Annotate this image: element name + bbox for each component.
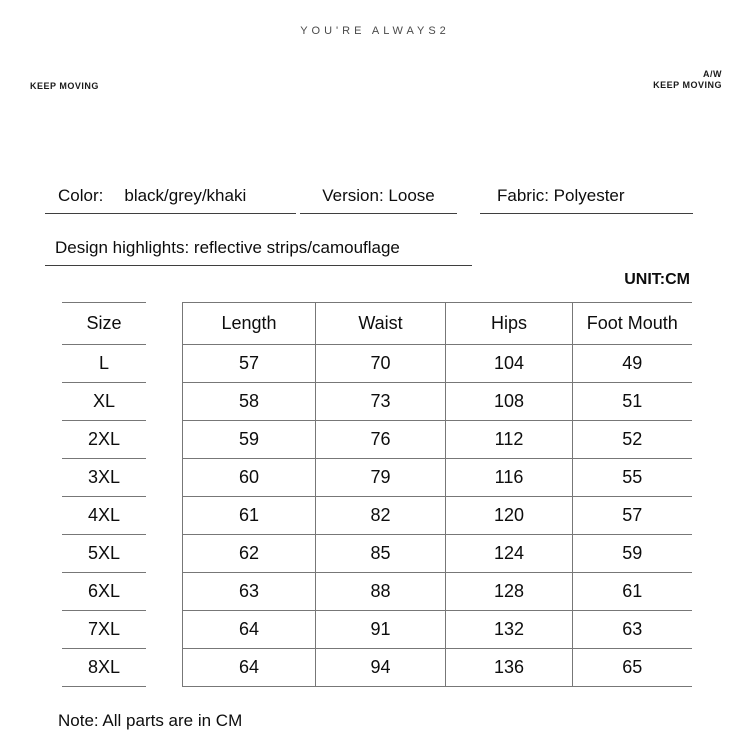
color-value: black/grey/khaki — [124, 186, 247, 205]
measurement-row — [183, 611, 692, 649]
measurement-cell: 108 — [446, 383, 573, 421]
measurement-cell: 63 — [183, 573, 316, 611]
measurement-cell: 52 — [573, 421, 692, 459]
size-row — [62, 383, 146, 421]
measurements-table — [182, 302, 692, 687]
size-row — [62, 459, 146, 497]
measurement-cell: 104 — [446, 345, 573, 383]
size-row — [62, 421, 146, 459]
measurement-cell: 64 — [183, 611, 316, 649]
column-header: Length — [183, 303, 316, 345]
measurement-row — [183, 649, 692, 687]
brand-right-text — [653, 69, 722, 91]
version-info — [300, 177, 457, 214]
size-cell: 3XL — [62, 459, 146, 497]
measurement-cell: 57 — [573, 497, 692, 535]
measurement-cell: 59 — [573, 535, 692, 573]
size-cell: 8XL — [62, 649, 146, 687]
size-cell: XL — [62, 383, 146, 421]
measurement-row — [183, 535, 692, 573]
size-row — [62, 649, 146, 687]
measurement-row — [183, 421, 692, 459]
size-column-table — [62, 302, 146, 687]
measurement-cell: 76 — [316, 421, 446, 459]
color-info — [45, 177, 296, 214]
size-row — [62, 573, 146, 611]
design-highlights-text: Design highlights: reflective strips/camouflage — [55, 238, 400, 257]
measurement-row — [183, 497, 692, 535]
size-cell: 6XL — [62, 573, 146, 611]
color-label: Color: — [58, 186, 104, 205]
measurement-cell: 88 — [316, 573, 446, 611]
measurement-row — [183, 383, 692, 421]
size-cell: 4XL — [62, 497, 146, 535]
measurement-cell: 58 — [183, 383, 316, 421]
column-header: Waist — [316, 303, 446, 345]
measurement-cell: 82 — [316, 497, 446, 535]
brand-right-line2: KEEP MOVING — [653, 80, 722, 90]
measurements-header-row — [183, 303, 692, 345]
measurement-cell: 63 — [573, 611, 692, 649]
measurement-row — [183, 459, 692, 497]
unit-label: UNIT:CM — [624, 271, 690, 288]
size-cell: 7XL — [62, 611, 146, 649]
measurement-row — [183, 345, 692, 383]
size-cell: L — [62, 345, 146, 383]
version-text: Version: Loose — [322, 186, 435, 205]
measurement-row — [183, 573, 692, 611]
measurement-cell: 70 — [316, 345, 446, 383]
size-row — [62, 611, 146, 649]
measurement-cell: 60 — [183, 459, 316, 497]
measurement-cell: 85 — [316, 535, 446, 573]
measurement-cell: 64 — [183, 649, 316, 687]
design-highlights-info — [45, 229, 472, 266]
measurement-cell: 61 — [183, 497, 316, 535]
measurement-cell: 94 — [316, 649, 446, 687]
fabric-text: Fabric: Polyester — [497, 186, 625, 205]
brand-left-text: KEEP MOVING — [30, 81, 99, 91]
measurement-cell: 59 — [183, 421, 316, 459]
size-row — [62, 497, 146, 535]
measurement-cell: 132 — [446, 611, 573, 649]
measurement-cell: 55 — [573, 459, 692, 497]
season-label: A/W — [703, 69, 722, 79]
size-header-row — [62, 303, 146, 345]
measurement-cell: 79 — [316, 459, 446, 497]
column-header: Hips — [446, 303, 573, 345]
brand-tagline: YOU'RE ALWAYS2 — [300, 25, 450, 37]
measurement-cell: 73 — [316, 383, 446, 421]
size-cell: 5XL — [62, 535, 146, 573]
fabric-info — [480, 177, 693, 214]
measurement-cell: 91 — [316, 611, 446, 649]
size-row — [62, 535, 146, 573]
column-header: Foot Mouth — [573, 303, 692, 345]
measurement-cell: 51 — [573, 383, 692, 421]
size-chart — [62, 302, 692, 687]
size-row — [62, 345, 146, 383]
measurement-cell: 128 — [446, 573, 573, 611]
measurement-cell: 120 — [446, 497, 573, 535]
measurement-cell: 116 — [446, 459, 573, 497]
measurement-cell: 112 — [446, 421, 573, 459]
measurement-cell: 49 — [573, 345, 692, 383]
measurement-cell: 65 — [573, 649, 692, 687]
measurement-cell: 124 — [446, 535, 573, 573]
size-column-header: Size — [62, 303, 146, 345]
measurement-cell: 62 — [183, 535, 316, 573]
footer-note: Note: All parts are in CM — [58, 711, 243, 730]
measurement-cell: 57 — [183, 345, 316, 383]
measurement-cell: 61 — [573, 573, 692, 611]
size-cell: 2XL — [62, 421, 146, 459]
measurement-cell: 136 — [446, 649, 573, 687]
